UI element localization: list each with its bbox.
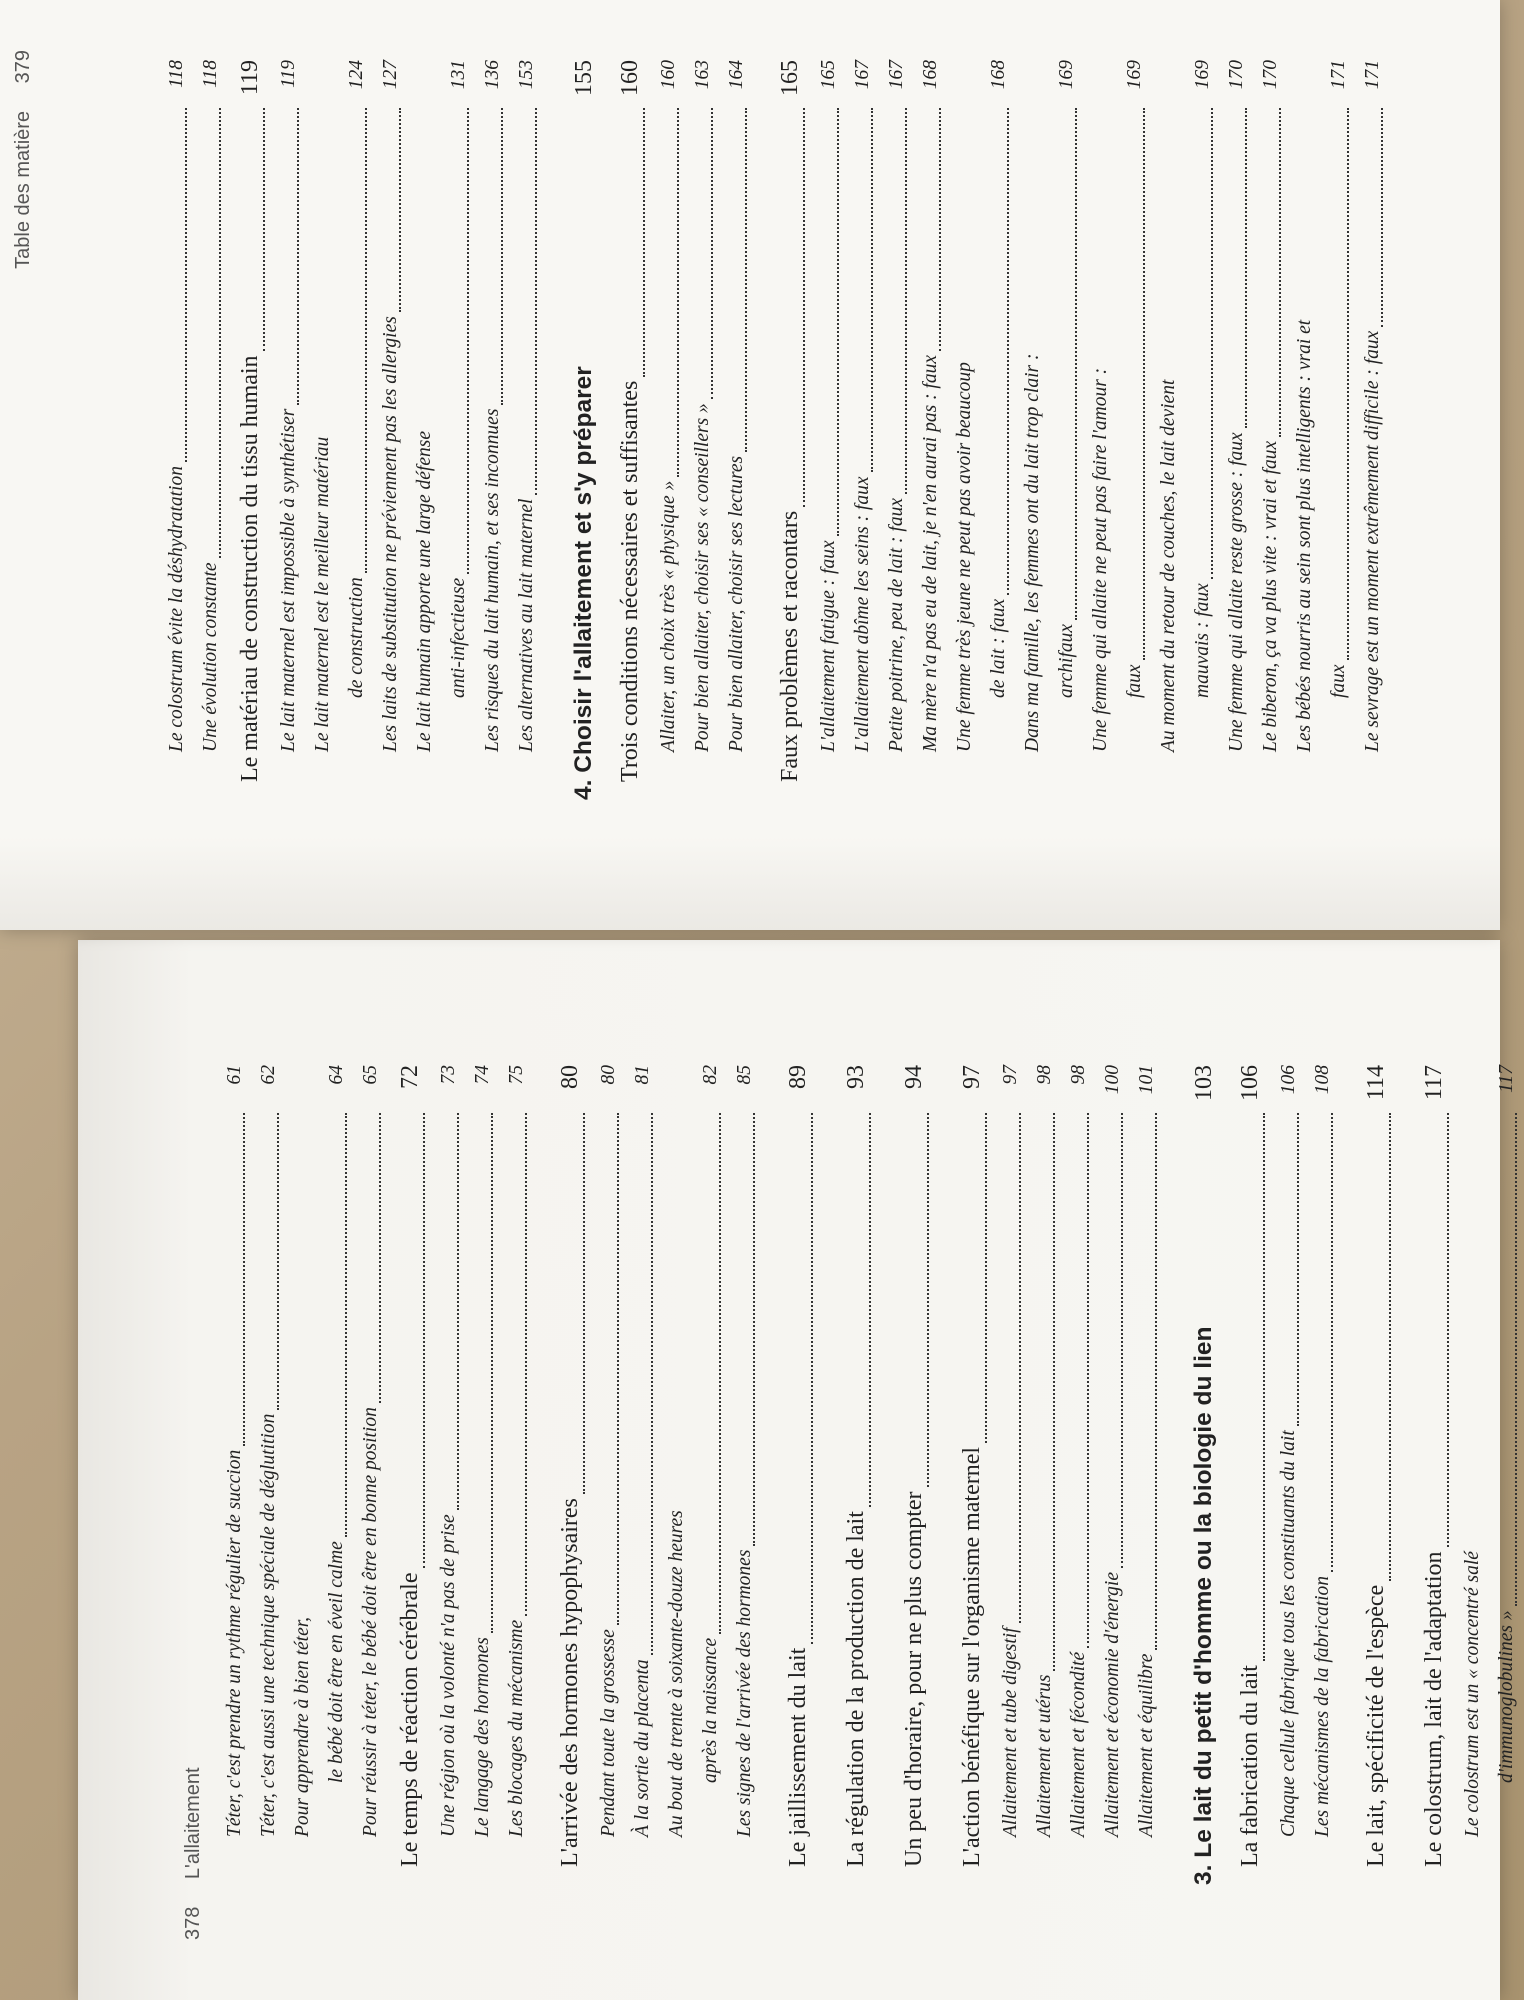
toc-page-number: 97 <box>959 1065 985 1089</box>
toc-section <box>548 1065 592 1885</box>
toc-section <box>834 1065 878 1885</box>
toc-page-number: 103 <box>1191 1065 1217 1101</box>
toc-subentry <box>652 60 686 800</box>
toc-entry-title: Pour bien allaiter, choisir ses lectures <box>726 455 747 752</box>
toc-page-number: 97 <box>1000 1065 1021 1085</box>
toc-page-number: 165 <box>777 60 803 96</box>
toc-subentry <box>340 60 374 800</box>
toc-leader-dots <box>399 108 401 312</box>
toc-subentry <box>432 1065 466 1885</box>
toc-page-number: 119 <box>278 60 299 88</box>
toc-entry-title: 3. Le lait du petit d'homme ou la biologie du lien <box>1190 1326 1217 1885</box>
toc-subentry <box>1152 60 1186 800</box>
toc-subentry <box>686 60 720 800</box>
toc-subentry <box>320 1065 354 1885</box>
toc-page-number: 168 <box>988 60 1009 90</box>
toc-entry-title: Une femme qui allaite reste grosse : faux <box>1226 432 1247 752</box>
left-page-number: 378 <box>182 1906 204 1940</box>
toc-leader-dots <box>803 108 805 507</box>
toc-entry-title: Pour bien allaiter, choisir ses « conseillers » <box>692 403 713 752</box>
toc-subentry <box>1062 1065 1096 1885</box>
left-toc <box>218 1065 1524 1885</box>
toc-entry-title: Le colostrum est un « concentré salé <box>1462 1551 1483 1837</box>
toc-leader-dots <box>243 1113 245 1446</box>
toc-subentry <box>160 60 194 800</box>
toc-leader-dots <box>1019 1113 1021 1623</box>
toc-subentry <box>1306 1065 1340 1885</box>
toc-page-number: 171 <box>1362 60 1383 90</box>
toc-leader-dots <box>297 108 299 405</box>
toc-leader-dots <box>1447 1113 1449 1547</box>
toc-page-number: 118 <box>166 60 187 88</box>
toc-leader-dots <box>535 108 537 495</box>
toc-section <box>950 1065 994 1885</box>
toc-entry-title: de lait : faux <box>988 598 1009 698</box>
toc-entry-title: Une évolution constante <box>200 562 221 752</box>
toc-leader-dots <box>869 1113 871 1507</box>
toc-page-number: 169 <box>1192 60 1213 90</box>
toc-leader-dots <box>263 108 265 351</box>
toc-entry-title: archifaux <box>1056 623 1077 698</box>
toc-page-number: 98 <box>1068 1065 1089 1085</box>
toc-section <box>388 1065 432 1885</box>
toc-entry-title: Allaitement et utérus <box>1034 1674 1055 1837</box>
toc-entry-title: À la sortie du placenta <box>632 1659 653 1837</box>
toc-entry-title: L'allaitement fatigue : faux <box>818 540 839 752</box>
toc-leader-dots <box>365 108 367 573</box>
toc-leader-dots <box>677 108 679 477</box>
toc-subentry <box>812 60 846 800</box>
toc-page-number: 65 <box>360 1065 381 1085</box>
right-page <box>0 0 1500 930</box>
toc-subentry <box>880 60 914 800</box>
toc-page-number: 160 <box>617 60 643 96</box>
toc-leader-dots <box>457 1113 459 1510</box>
toc-section <box>228 60 272 800</box>
toc-leader-dots <box>1347 108 1349 660</box>
toc-leader-dots <box>985 1113 987 1443</box>
toc-subentry <box>476 60 510 800</box>
toc-leader-dots <box>277 1113 279 1410</box>
toc-leader-dots <box>1297 1113 1299 1426</box>
left-page-content <box>78 1000 1517 2000</box>
toc-subentry <box>1220 60 1254 800</box>
toc-leader-dots <box>811 1113 813 1644</box>
toc-entry-title: Une femme qui allaite ne peut pas faire l'amour : <box>1090 367 1111 752</box>
toc-leader-dots <box>711 108 713 399</box>
toc-entry-title: Allaitement et économie d'énergie <box>1102 1572 1123 1837</box>
toc-section <box>1412 1065 1456 1885</box>
toc-leader-dots <box>1155 1113 1157 1650</box>
toc-subentry <box>354 1065 388 1885</box>
toc-entry-title: Allaitement et équilibre <box>1136 1653 1157 1837</box>
toc-subentry <box>286 1065 320 1885</box>
toc-subentry <box>374 60 408 800</box>
toc-subentry <box>994 1065 1028 1885</box>
toc-entry-title: Allaiter, un choix très « physique » <box>658 480 679 752</box>
toc-leader-dots <box>871 108 873 472</box>
toc-page-number: 127 <box>380 60 401 90</box>
toc-page-number: 100 <box>1102 1065 1123 1095</box>
toc-entry-title: L'allaitement abîme les seins : faux <box>852 476 873 752</box>
toc-subentry <box>720 60 754 800</box>
toc-leader-dots <box>219 108 221 558</box>
toc-entry-title: Le lait, spécificité de l'espèce <box>1363 1584 1389 1867</box>
toc-leader-dots <box>753 1113 755 1546</box>
toc-subentry <box>1118 60 1152 800</box>
toc-section <box>608 60 652 800</box>
toc-leader-dots <box>525 1113 527 1616</box>
toc-leader-dots <box>939 108 941 351</box>
toc-leader-dots <box>617 1113 619 1625</box>
toc-page-number: 81 <box>632 1065 653 1085</box>
toc-section <box>1228 1065 1272 1885</box>
right-toc <box>160 60 1390 800</box>
toc-entry-title: Pour réussir à téter, le bébé doit être en bonne position <box>360 1407 381 1837</box>
toc-entry-title: Ma mère n'a pas eu de lait, je n'en aurai pas : faux <box>920 354 941 752</box>
toc-page-number: 93 <box>843 1065 869 1089</box>
toc-entry-title: Une région où la volonté n'a pas de prise <box>438 1514 459 1837</box>
toc-entry-title: Le lait maternel est le meilleur matériau <box>312 436 333 752</box>
toc-subentry <box>626 1065 660 1885</box>
toc-page-number: 165 <box>818 60 839 90</box>
toc-subentry <box>1028 1065 1062 1885</box>
toc-entry-title: Le matériau de construction du tissu humain <box>237 355 263 782</box>
toc-section <box>776 1065 820 1885</box>
toc-chapter <box>1180 1065 1228 1885</box>
toc-leader-dots <box>837 108 839 536</box>
toc-page-number: 117 <box>1496 1065 1517 1093</box>
toc-entry-title: Allaitement et tube digestif <box>1000 1627 1021 1837</box>
toc-leader-dots <box>905 108 907 494</box>
toc-entry-title: Le biberon, ça va plus vite : vrai et faux <box>1260 440 1281 752</box>
toc-entry-title: Le temps de réaction cérébrale <box>397 1572 423 1867</box>
toc-entry-title: 4. Choisir l'allaitement et s'y préparer <box>570 366 597 800</box>
toc-leader-dots <box>1143 108 1145 660</box>
toc-subentry <box>1288 60 1322 800</box>
toc-entry-title: mauvais : faux <box>1192 583 1213 698</box>
toc-leader-dots <box>423 1113 425 1569</box>
toc-entry-title: Le jaillissement du lait <box>785 1647 811 1867</box>
toc-page-number: 75 <box>506 1065 527 1085</box>
toc-leader-dots <box>491 1113 493 1633</box>
toc-subentry <box>306 60 340 800</box>
toc-subentry <box>1356 60 1390 800</box>
toc-subentry <box>194 60 228 800</box>
toc-page-number: 94 <box>901 1065 927 1089</box>
toc-page-number: 74 <box>472 1065 493 1085</box>
toc-subentry <box>442 60 476 800</box>
toc-entry-title: anti-infectieuse <box>448 577 469 698</box>
toc-page-number: 82 <box>700 1065 721 1085</box>
toc-leader-dots <box>719 1113 721 1634</box>
toc-subentry <box>1322 60 1356 800</box>
toc-entry-title: L'arrivée des hormones hypophysaires <box>557 1498 583 1867</box>
toc-chapter <box>560 60 608 800</box>
toc-entry-title: faux <box>1328 664 1349 698</box>
toc-leader-dots <box>185 108 187 462</box>
toc-page-number: 114 <box>1363 1065 1389 1101</box>
toc-subentry <box>1254 60 1288 800</box>
toc-page-number: 62 <box>258 1065 279 1085</box>
toc-page-number: 64 <box>326 1065 347 1085</box>
toc-page-number: 171 <box>1328 60 1349 90</box>
toc-entry-title: Une femme très jeune ne peut pas avoir beaucoup <box>954 362 975 752</box>
toc-page-number: 170 <box>1260 60 1281 90</box>
toc-entry-title: La régulation de la production de lait <box>843 1511 869 1867</box>
toc-page-number: 117 <box>1421 1065 1447 1101</box>
toc-page-number: 85 <box>734 1065 755 1085</box>
toc-subentry <box>252 1065 286 1885</box>
toc-leader-dots <box>651 1113 653 1655</box>
toc-entry-title: La fabrication du lait <box>1237 1665 1263 1867</box>
toc-subentry <box>1272 1065 1306 1885</box>
toc-page-number: 98 <box>1034 1065 1055 1085</box>
toc-section <box>1354 1065 1398 1885</box>
left-page <box>78 940 1517 2000</box>
toc-leader-dots <box>1121 1113 1123 1568</box>
toc-entry-title: Le lait maternel est impossible à synthétiser <box>278 408 299 752</box>
toc-entry-title: Les risques du lait humain, et ses inconnues <box>482 408 503 752</box>
toc-entry-title: L'action bénéfique sur l'organisme maternel <box>959 1446 985 1867</box>
toc-leader-dots <box>1381 108 1383 327</box>
toc-subentry <box>982 60 1016 800</box>
left-page-header <box>182 1767 205 1940</box>
toc-entry-title: Pour apprendre à bien téter, <box>292 1616 313 1837</box>
toc-entry-title: Chaque cellule fabrique tous les constituants du lait <box>1278 1430 1299 1837</box>
toc-subentry <box>914 60 948 800</box>
toc-leader-dots <box>1515 1113 1517 1606</box>
toc-entry-title: Le lait humain apporte une large défense <box>414 431 435 752</box>
toc-subentry <box>272 60 306 800</box>
toc-entry-title: Les signes de l'arrivée des hormones <box>734 1549 755 1837</box>
toc-page-number: 160 <box>658 60 679 90</box>
toc-page-number: 106 <box>1237 1065 1263 1101</box>
toc-page-number: 167 <box>852 60 873 90</box>
toc-entry-title: Les blocages du mécanisme <box>506 1619 527 1837</box>
toc-subentry <box>500 1065 534 1885</box>
toc-leader-dots <box>467 108 469 574</box>
toc-entry-title: Téter, c'est aussi une technique spéciale de déglutition <box>258 1413 279 1837</box>
toc-entry-title: d'immunoglobulines » <box>1496 1610 1517 1783</box>
toc-section <box>768 60 812 800</box>
toc-subentry <box>728 1065 762 1885</box>
toc-page-number: 169 <box>1124 60 1145 90</box>
toc-page-number: 106 <box>1278 1065 1299 1095</box>
toc-subentry <box>1130 1065 1164 1885</box>
toc-page-number: 153 <box>516 60 537 90</box>
toc-leader-dots <box>1007 108 1009 595</box>
toc-page-number: 72 <box>397 1065 423 1089</box>
toc-entry-title: Trois conditions nécessaires et suffisantes <box>617 380 643 782</box>
toc-leader-dots <box>379 1113 381 1403</box>
toc-subentry <box>592 1065 626 1885</box>
right-page-header <box>12 50 35 269</box>
toc-page-number: 80 <box>557 1065 583 1089</box>
toc-page-number: 108 <box>1312 1065 1333 1095</box>
toc-entry-title: Faux problèmes et racontars <box>777 510 803 782</box>
toc-subentry <box>1050 60 1084 800</box>
toc-page-number: 155 <box>571 60 597 96</box>
toc-entry-title: Le langage des hormones <box>472 1637 493 1837</box>
toc-leader-dots <box>345 1113 347 1537</box>
toc-entry-title: Le colostrum évite la déshydratation <box>166 466 187 752</box>
toc-entry-title: Les mécanismes de la fabrication <box>1312 1575 1333 1837</box>
toc-leader-dots <box>1331 1113 1333 1572</box>
toc-subentry <box>466 1065 500 1885</box>
toc-subentry <box>510 60 544 800</box>
toc-leader-dots <box>927 1113 929 1487</box>
toc-leader-dots <box>501 108 503 405</box>
toc-leader-dots <box>1389 1113 1391 1581</box>
toc-page-number: 169 <box>1056 60 1077 90</box>
toc-subentry <box>408 60 442 800</box>
toc-leader-dots <box>1053 1113 1055 1671</box>
toc-subentry <box>1096 1065 1130 1885</box>
toc-entry-title: Au moment du retour de couches, le lait devient <box>1158 379 1179 752</box>
toc-entry-title: Allaitement et fécondité <box>1068 1651 1089 1837</box>
toc-entry-title: après la naissance <box>700 1637 721 1783</box>
toc-page-number: 118 <box>200 60 221 88</box>
toc-entry-title: Petite poitrine, peu de lait : faux <box>886 498 907 752</box>
toc-entry-title: le bébé doit être en éveil calme <box>326 1541 347 1783</box>
toc-leader-dots <box>1075 108 1077 620</box>
toc-leader-dots <box>745 108 747 452</box>
toc-page-number: 124 <box>346 60 367 90</box>
toc-entry-title: Les alternatives au lait maternel <box>516 498 537 752</box>
toc-subentry <box>1084 60 1118 800</box>
toc-page-number: 163 <box>692 60 713 90</box>
toc-entry-title: Le colostrum, lait de l'adaptation <box>1421 1551 1447 1867</box>
toc-entry-title: Le sevrage est un moment extrêmement difficile : faux <box>1362 330 1383 752</box>
toc-page-number: 131 <box>448 60 469 90</box>
toc-entry-title: Pendant toute la grossesse <box>598 1629 619 1837</box>
toc-page-number: 170 <box>1226 60 1247 90</box>
right-running-title: Table des matière <box>12 110 34 269</box>
toc-leader-dots <box>1263 1113 1265 1661</box>
toc-entry-title: faux <box>1124 664 1145 698</box>
toc-page-number: 80 <box>598 1065 619 1085</box>
toc-subentry <box>660 1065 694 1885</box>
toc-leader-dots <box>1087 1113 1089 1648</box>
right-page-number: 379 <box>12 50 34 84</box>
toc-page-number: 136 <box>482 60 503 90</box>
toc-subentry <box>694 1065 728 1885</box>
toc-subentry <box>1490 1065 1524 1885</box>
toc-page-number: 101 <box>1136 1065 1157 1095</box>
toc-page-number: 168 <box>920 60 941 90</box>
toc-subentry <box>218 1065 252 1885</box>
toc-leader-dots <box>1245 108 1247 428</box>
toc-page-number: 61 <box>224 1065 245 1085</box>
toc-entry-title: de construction <box>346 577 367 698</box>
right-page-content <box>0 0 1500 870</box>
toc-leader-dots <box>1211 108 1213 579</box>
toc-entry-title: Les bébés nourris au sein sont plus intelligents : vrai et <box>1294 319 1315 752</box>
toc-leader-dots <box>1279 108 1281 437</box>
toc-page-number: 164 <box>726 60 747 90</box>
left-running-title: L'allaitement <box>182 1767 204 1880</box>
toc-page-number: 167 <box>886 60 907 90</box>
toc-subentry <box>948 60 982 800</box>
toc-page-number: 73 <box>438 1065 459 1085</box>
toc-subentry <box>1016 60 1050 800</box>
toc-entry-title: Les laits de substitution ne préviennent pas les allergies <box>380 316 401 752</box>
toc-entry-title: Téter, c'est prendre un rythme régulier de succion <box>224 1449 245 1837</box>
toc-page-number: 119 <box>237 60 263 96</box>
toc-subentry <box>846 60 880 800</box>
toc-entry-title: Au bout de trente à soixante-douze heures <box>666 1510 687 1837</box>
toc-subentry <box>1456 1065 1490 1885</box>
toc-leader-dots <box>583 1113 585 1494</box>
toc-page-number: 89 <box>785 1065 811 1089</box>
toc-leader-dots <box>643 108 645 377</box>
toc-entry-title: Dans ma famille, les femmes ont du lait trop clair : <box>1022 353 1043 752</box>
toc-entry-title: Un peu d'horaire, pour ne plus compter <box>901 1491 927 1867</box>
toc-subentry <box>1186 60 1220 800</box>
toc-section <box>892 1065 936 1885</box>
